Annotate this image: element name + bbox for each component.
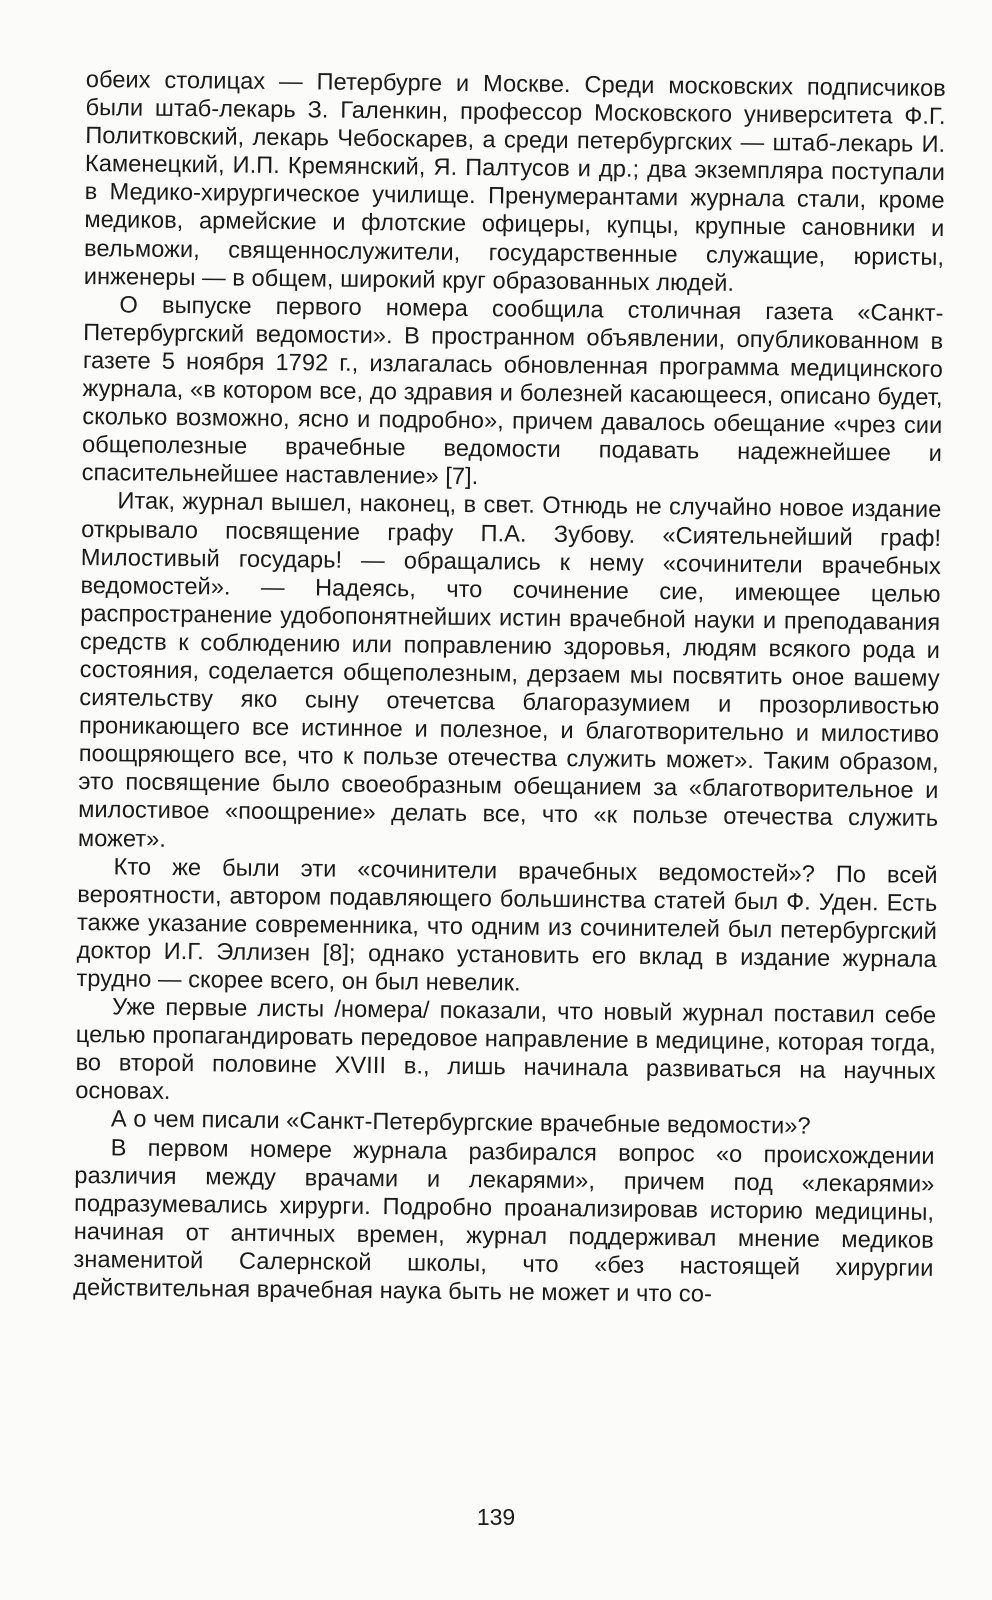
page-number: 139 [476,1504,516,1530]
paragraph-3: Итак, журнал вышел, наконец, в свет. Отнюдь не случайно новое издание открывало посвящение графу П.А. Зубову. «Сиятельнейший граф! Милостивый государь! — обращались к нему «сочинители врачебных ведомостей». — Надеясь, что сочинение сие, имеющее целью распространение удобопонятнейших истин врачебной науки и преподавания средств к соблюдению или поправлению здоровья, людям всякого рода и состояния, соделается общеполезным, дерзаем мы посвятить оное вашему сиятельству яко сыну отечетсва благоразумием и прозорливостью проникающего все истинное и полезное, и благотворительно и милостиво поощряющего все, что к пользе отечества служить может». Таким образом, это посвящение было своеобразным обещанием за «благотворительное и милостивое «поощрение» делать все, что «к пользе отечества служить может». [77,488,942,853]
paragraph-4: Кто же были эти «сочинители врачебных ведомостей»? По всей вероятности, автором подавляющего большинства статей был Ф. Уден. Есть также указание современника, что одним из сочинителей был петербургский доктор И.Г. Эллизен [8]; однако установить его вклад в издание журнала трудно — скорее всего, он был невелик. [76,853,938,997]
body-text [73,66,946,1311]
paragraph-2: О выпуске первого номера сообщила столичная газета «Санкт-Петербургский ведомости». В пространном объявлении, опубликованном в газете 5 ноября 1792 г., излагалась обновленная программа медицинского журнала, «в котором все, до здравия и болезней касающееся, описано будет, сколько возможно, ясно и подробно», причем давалось обещание «чрез сии общеполезные врачебные ведомости подавать надежнейшее и спасительнейшее наставление» [7]. [81,292,944,491]
paragraph-5: Уже первые листы /номера/ показали, что новый журнал поставил себе целью пропагандировать передовое направление в медицине, которая тогда, во второй половине XVIII в., лишь начинала развиваться на научных основах. [75,994,937,1106]
paragraph-7: В первом номере журнала разбирался вопрос «о происхождении различия между врачами и лекарями», причем под «лекарями» подразумевались хирурги. Подробно проанализировав историю медицины, начиная от античных времен, журнал поддерживал мнение медиков знаменитой Салернской школы, что «без настоящей хирургии действительная врачебная наука быть не может и что со- [73,1134,935,1308]
paragraph-6: А о чем писали «Санкт-Петербургские врачебные ведомости»? [110,1106,811,1141]
paragraph-1: обеих столицах — Петербурге и Москве. Среди московских подписчиков были штаб-лекарь З. Галенкин, профессор Московского университета Ф.Г. Политковский, лекарь Чебоскарев, а среди петербургских — штаб-лекарь И. Каменецкий, И.П. Кремянский, Я. Палтусов и др.; два экземпляра поступали в Медико-хирургическое училище. Пренумерантами журнала стали, кроме медиков, армейские и флотские офицеры, купцы, крупные сановники и вельможи, священнослужители, государственные служащие, юристы, инженеры — в общем, широкий круг образованных людей. [83,66,946,297]
